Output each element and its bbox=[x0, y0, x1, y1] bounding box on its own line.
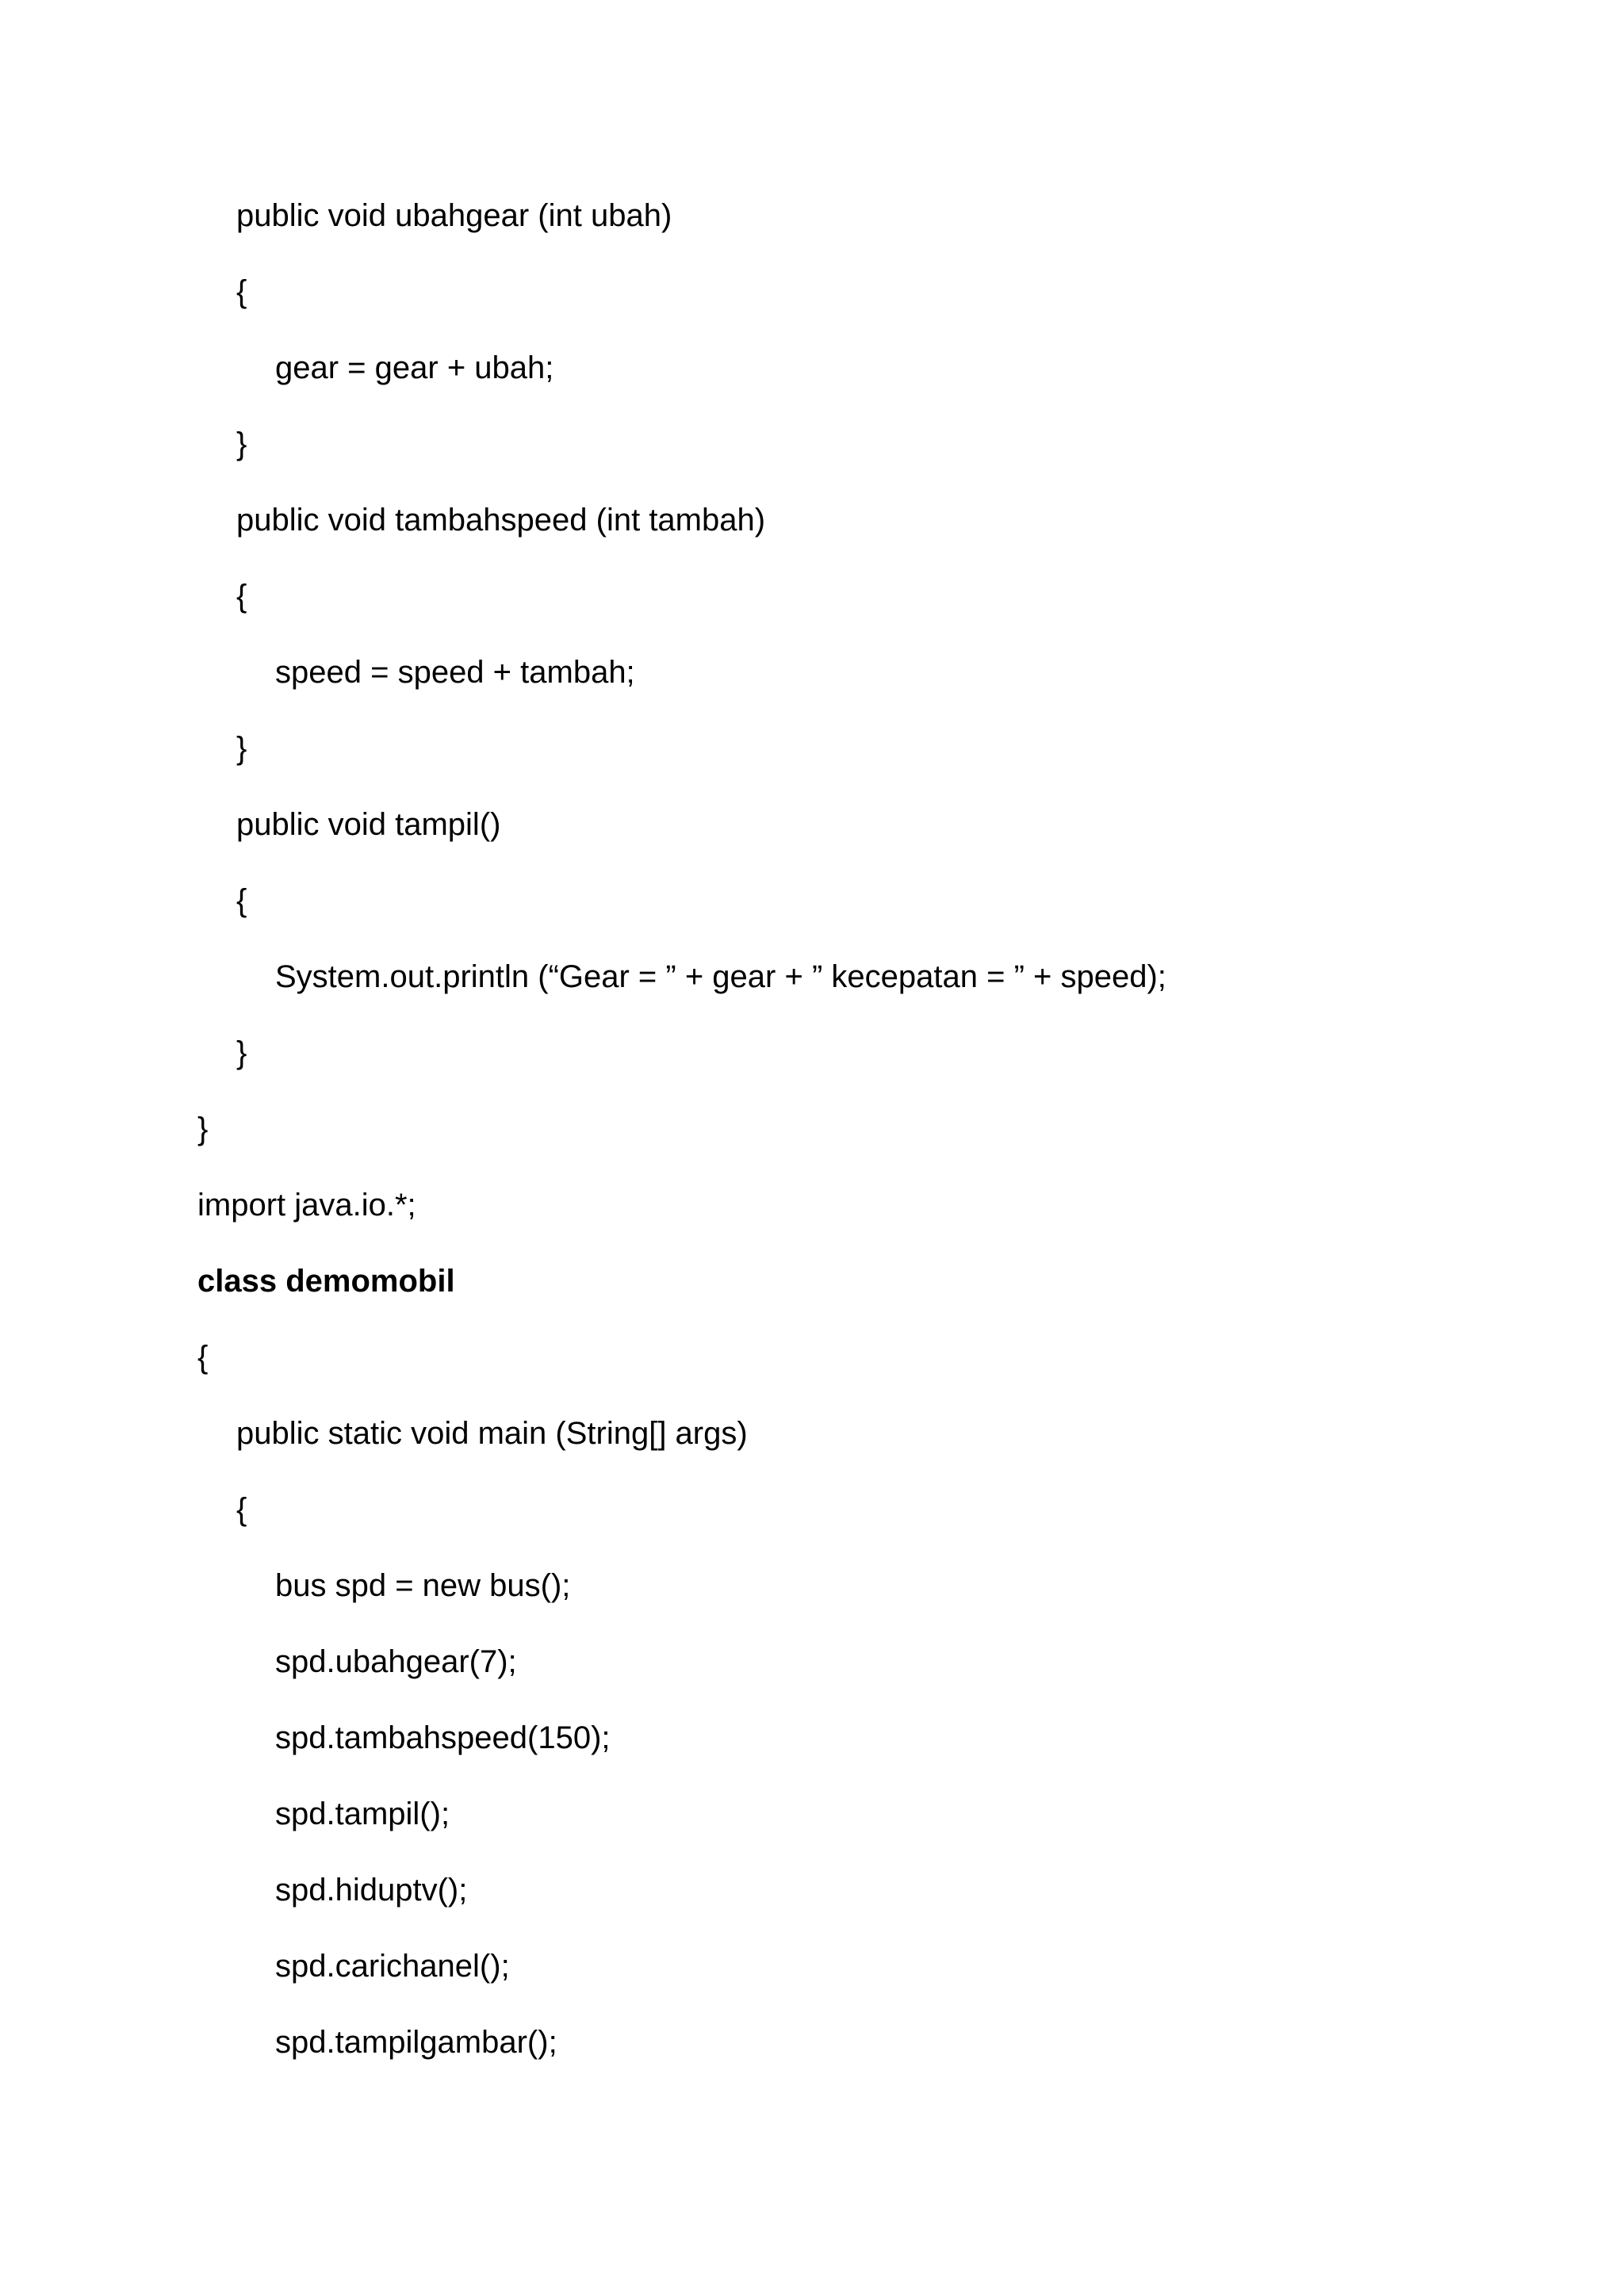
code-line-open-brace: { bbox=[236, 883, 247, 918]
code-line-close-brace: } bbox=[236, 731, 247, 766]
code-line-main-method-signature: public static void main (String[] args) bbox=[236, 1416, 748, 1451]
code-line-call-tampilgambar: spd.tampilgambar(); bbox=[275, 2025, 557, 2060]
code-line-method-ubahgear-signature: public void ubahgear (int ubah) bbox=[236, 198, 672, 233]
code-line-close-brace: } bbox=[236, 1035, 247, 1070]
code-line-import-statement: import java.io.*; bbox=[197, 1188, 416, 1223]
code-line-open-brace: { bbox=[236, 274, 247, 309]
code-line-call-carichanel: spd.carichanel(); bbox=[275, 1949, 510, 1984]
code-line-class-close-brace: } bbox=[197, 1112, 209, 1146]
code-line-speed-assignment: speed = speed + tambah; bbox=[275, 655, 635, 690]
code-line-call-tampil: spd.tampil(); bbox=[275, 1797, 450, 1831]
code-line-method-tampil-signature: public void tampil() bbox=[236, 807, 501, 842]
code-line-open-brace: { bbox=[236, 579, 247, 614]
code-line-close-brace: } bbox=[236, 427, 247, 461]
code-line-call-tambahspeed: spd.tambahspeed(150); bbox=[275, 1720, 611, 1755]
code-line-call-hiduptv: spd.hiduptv(); bbox=[275, 1873, 468, 1908]
code-line-class-open-brace: { bbox=[197, 1340, 209, 1375]
code-line-object-instantiation: bus spd = new bus(); bbox=[275, 1568, 571, 1603]
code-line-println-statement: System.out.println (“Gear = ” + gear + ” kecepatan = ” + speed); bbox=[275, 959, 1166, 994]
code-line-class-declaration: class demomobil bbox=[197, 1264, 455, 1299]
code-line-open-brace: { bbox=[236, 1492, 247, 1527]
code-line-gear-assignment: gear = gear + ubah; bbox=[275, 350, 554, 385]
code-line-method-tambahspeed-signature: public void tambahspeed (int tambah) bbox=[236, 503, 766, 538]
code-line-call-ubahgear: spd.ubahgear(7); bbox=[275, 1644, 517, 1679]
